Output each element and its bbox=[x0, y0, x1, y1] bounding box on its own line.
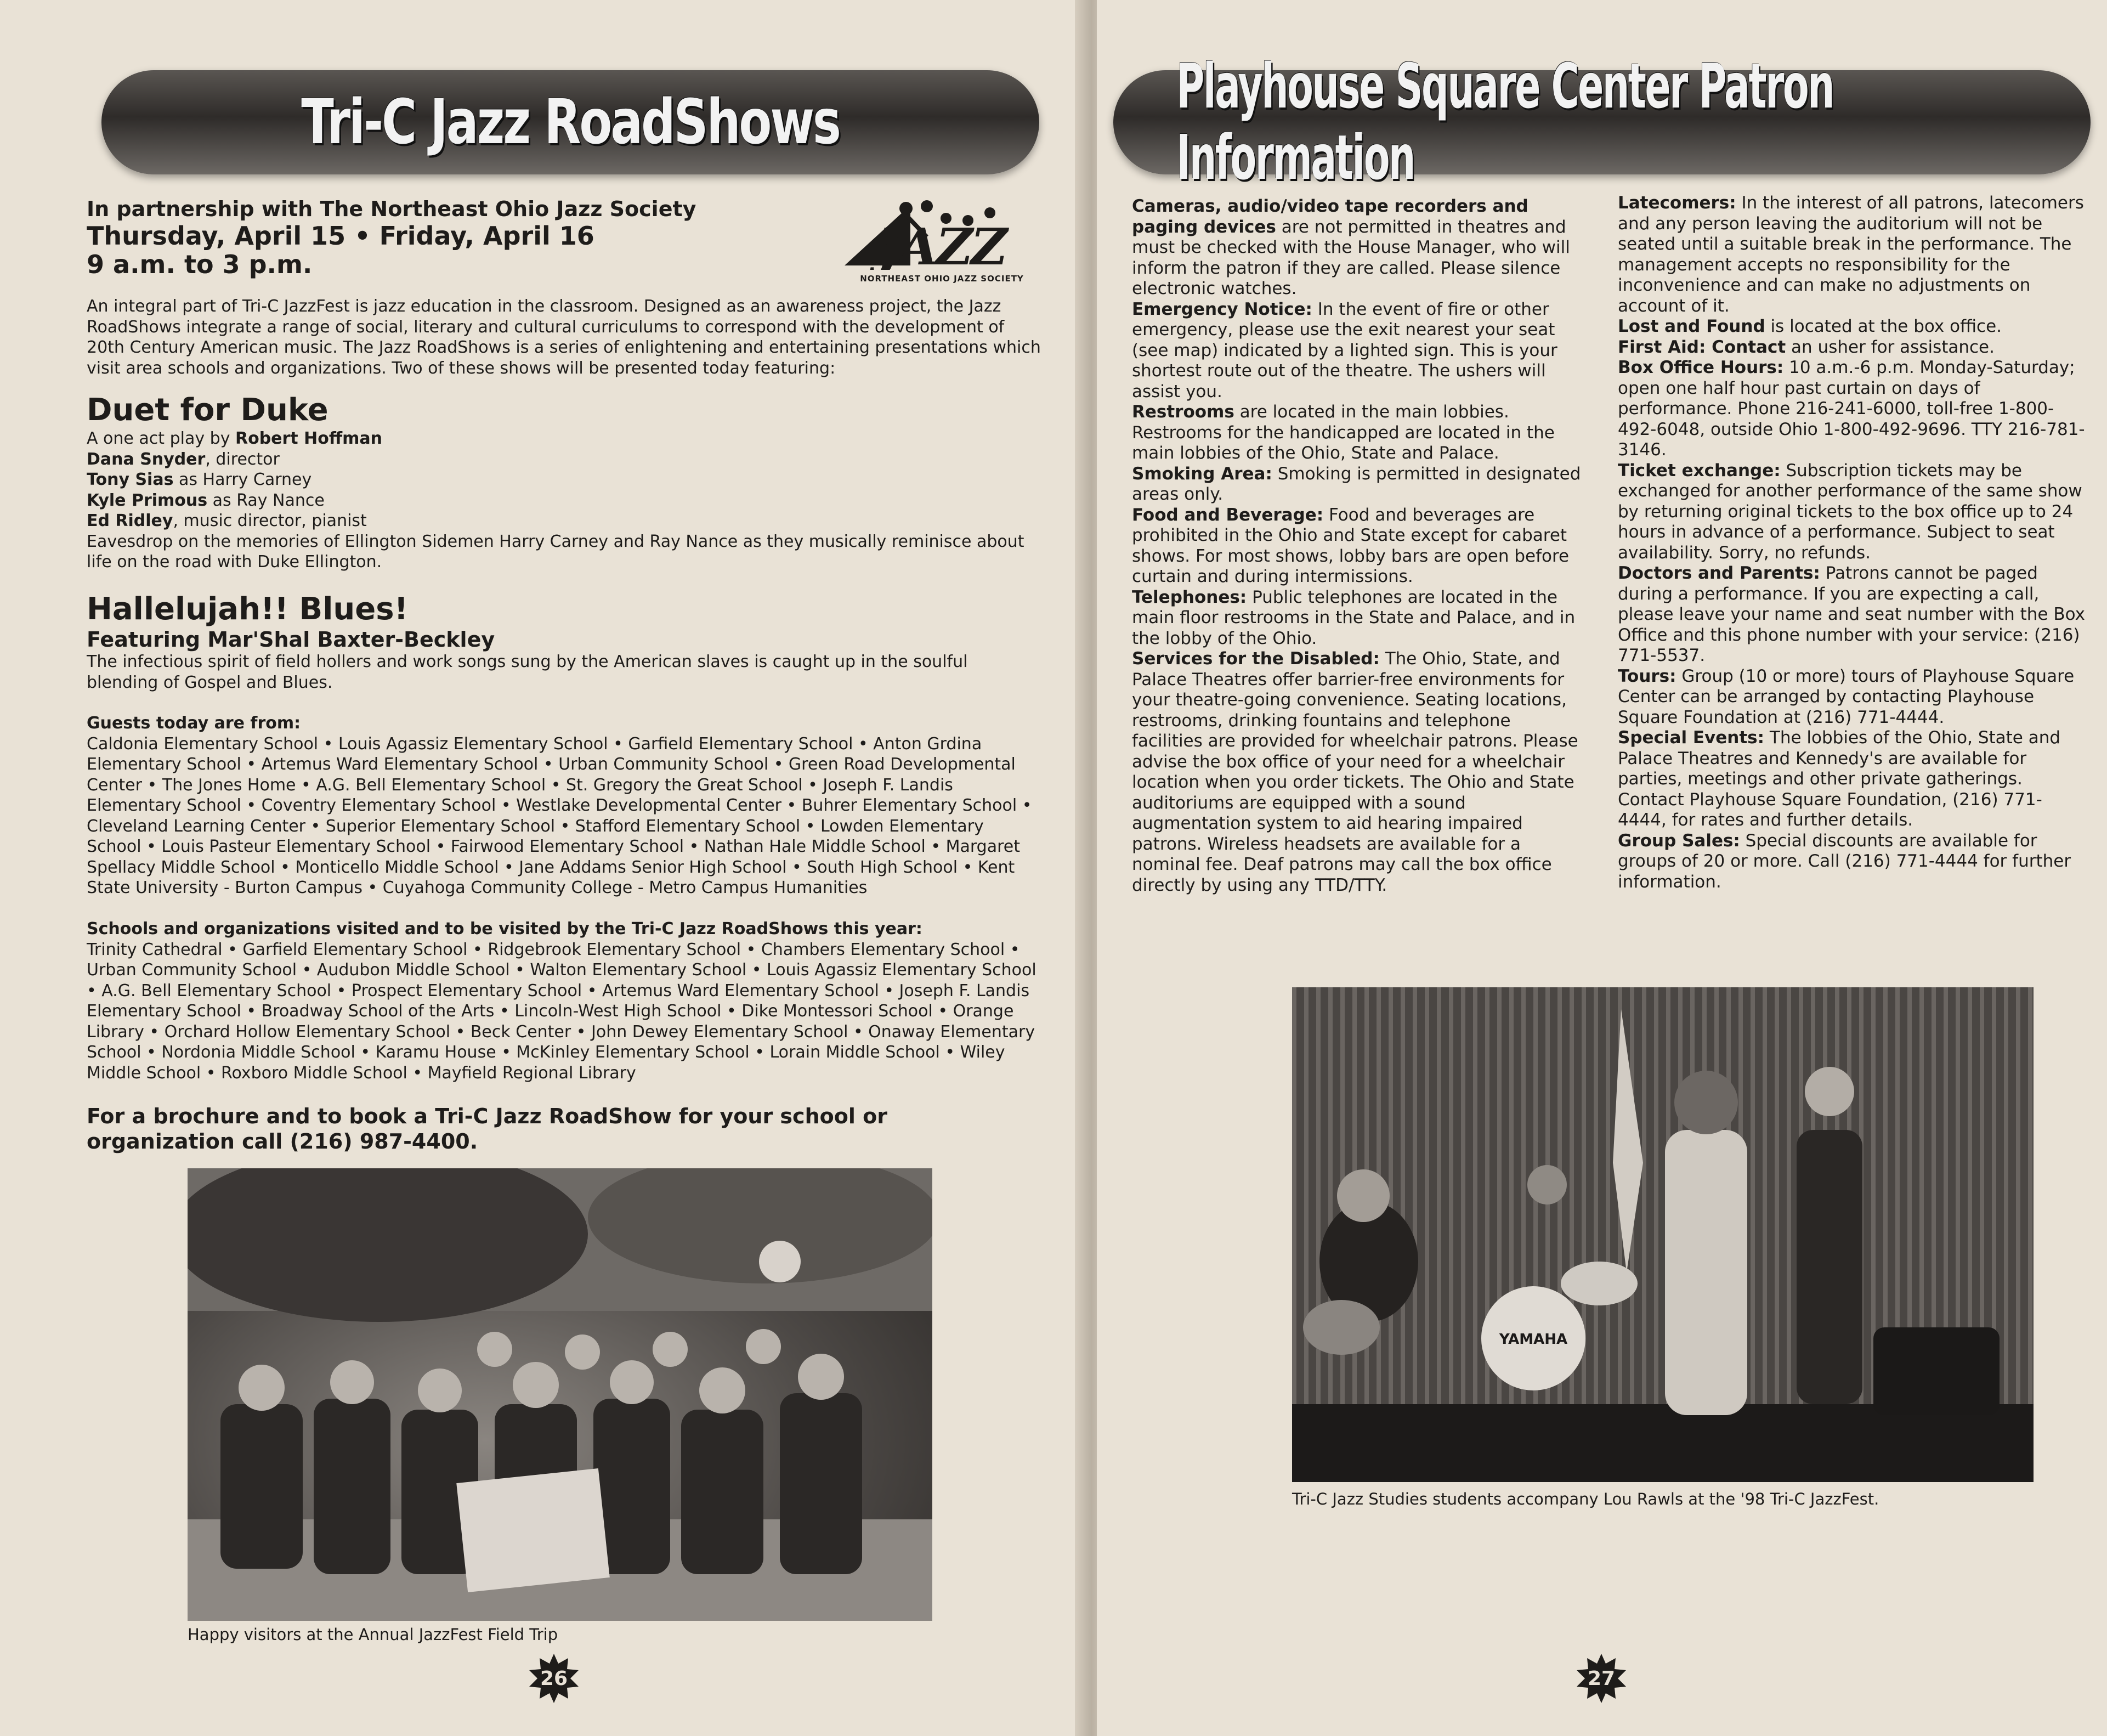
show2-featuring: Featuring Mar'Shal Baxter-Beckley bbox=[87, 627, 495, 652]
show2-description: The infectious spirit of field hollers and work songs sung by the American slaves is caught up in the soulful blending of Gospel and Blues. bbox=[87, 652, 968, 692]
show1-credit: Dana Snyder, director bbox=[87, 449, 280, 469]
info-emergency: Emergency Notice: In the event of fire or other emergency, please use the exit nearest your seat (see map) indicated by a lighted sign. This is your shortest route out of the theatre. The ushers will assist you. bbox=[1132, 299, 1557, 402]
svg-text:YAMAHA: YAMAHA bbox=[1499, 1331, 1568, 1348]
show-hallelujah-blues bbox=[87, 591, 1042, 693]
right-title-banner bbox=[1113, 51, 2091, 194]
page-number-26: 26 bbox=[529, 1654, 579, 1703]
band-performance-icon bbox=[1292, 987, 2034, 1482]
info-cameras: Cameras, audio/video tape recorders and paging devices are not permitted in theatres and must be checked with the House Manager, who will inform the patron if they are called. Please silence electronic watches. bbox=[1132, 196, 1570, 298]
event-time: 9 a.m. to 3 p.m. bbox=[87, 250, 313, 279]
right-page-title: Playhouse Square Center Patron Information bbox=[1176, 51, 1834, 194]
guests-heading: Guests today are from: bbox=[87, 714, 301, 733]
show1-author-line: A one act play by Robert Hoffman bbox=[87, 429, 382, 448]
group-photo-icon bbox=[188, 1168, 932, 1621]
right-page bbox=[1097, 0, 2107, 1736]
guests-section bbox=[87, 713, 1042, 898]
field-trip-photo bbox=[188, 1168, 932, 1621]
svg-text:JAZZ: JAZZ bbox=[877, 217, 1006, 270]
visited-list: Trinity Cathedral • Garfield Elementary School • Ridgebrook Elementary School • Chambers Elementary School • Urban Community School • Audubon Middle School • Walton Elementary School • Louis Agassiz Elementary School • A.G. Bell Elementary School • Prospect Elementary School • Artemus Ward Elementary School • Joseph F. Landis Elementary School • Broadway School of the Arts • Lincoln-West High School • Dike Montessori School • Orange Library • Orchard Hollow Elementary School • Beck Center • John Dewey Elementary School • Onaway Elementary School • Nordonia Middle School • Karamu House • McKinley Elementary School • Lorain Middle School • Wiley Middle School • Roxboro Middle School • Mayfield Regional Library bbox=[87, 940, 1036, 1083]
field-trip-caption: Happy visitors at the Annual JazzFest Field Trip bbox=[188, 1625, 558, 1644]
event-dates: Thursday, April 15 • Friday, April 16 bbox=[87, 221, 594, 251]
info-restrooms: Restrooms are located in the main lobbies. Restrooms for the handicapped are located in the main lobbies of the Ohio, State and Palace. bbox=[1132, 402, 1555, 463]
info-food-beverage: Food and Beverage: Food and beverages are prohibited in the Ohio and State except for cabaret shows. For most shows, lobby bars are open before curtain and during intermissions. bbox=[1132, 505, 1570, 586]
info-disabled-services: Services for the Disabled: The Ohio, State, and Palace Theatres offer barrier-free environments for your theatre-going convenience. Seating locations, restrooms, drinking fountains and telephone facilities are provided for wheelchair patrons. Please advise the box office of your need for a wheelchair location when you order tickets. The Ohio and State auditoriums are equipped with a sound augmentation system to aid hearing impaired patrons. Wireless headsets are available for a nominal fee. Deaf patrons may call the box office directly by using any TTD/TTY. bbox=[1132, 649, 1578, 895]
page-number-27: 27 bbox=[1577, 1654, 1626, 1703]
show-duet-for-duke bbox=[87, 392, 1042, 573]
left-title-banner bbox=[101, 70, 1039, 174]
visited-section bbox=[87, 919, 1042, 1083]
info-special-events: Special Events: The lobbies of the Ohio, State and Palace Theatres and Kennedy's are available for parties, meetings and other private gatherings. Contact Playhouse Square Foundation, (216) 771-4444, for rates and further details. bbox=[1618, 728, 2061, 830]
info-box-office-hours: Box Office Hours: 10 a.m.-6 p.m. Monday-Saturday; open one half hour past curtain on days of performance. Phone 216-241-6000, toll-free 1-800-492-6048, outside Ohio 1-800-492-9696. TTY 216-781-3146. bbox=[1618, 358, 2085, 460]
show1-credit: Ed Ridley, music director, pianist bbox=[87, 511, 367, 530]
jazz-society-logo bbox=[845, 199, 1039, 284]
show1-credit: Tony Sias as Harry Carney bbox=[87, 470, 312, 489]
info-latecomers: Latecomers: In the interest of all patrons, latecomers and any person leaving the auditorium will not be seated until a suitable break in the performance. The management accepts no responsibility for the inconvenience and can make no adjustments on account of it. bbox=[1618, 193, 2084, 316]
info-tours: Tours: Group (10 or more) tours of Playhouse Square Center can be arranged by contacting Playhouse Square Foundation at (216) 771-4444. bbox=[1618, 666, 2075, 727]
logo-subtitle: NORTHEAST OHIO JAZZ SOCIETY bbox=[860, 274, 1024, 284]
info-telephones: Telephones: Public telephones are located in the main floor restrooms in the State and Palace, and in the lobby of the Ohio. bbox=[1132, 587, 1576, 648]
info-first-aid: First Aid: Contact an usher for assistance. bbox=[1618, 337, 1995, 357]
left-page-title: Tri-C Jazz RoadShows bbox=[301, 87, 840, 158]
guests-list: Caldonia Elementary School • Louis Agassiz Elementary School • Garfield Elementary School • Anton Grdina Elementary School • Artemus Ward Elementary School • Urban Community School • Green Road Developmental Center • The Jones Home • A.G. Bell Elementary School • St. Gregory the Great School • Joseph F. Landis Elementary School • Coventry Elementary School • Westlake Developmental Center • Buhrer Elementary School • Cleveland Learning Center • Superior Elementary School • Stafford Elementary School • Lowden Elementary School • Louis Pasteur Elementary School • Fairwood Elementary School • Nathan Hale Middle School • Margaret Spellacy Middle School • Monticello Middle School • Jane Addams Senior High School • South High School • Kent State University - Burton Campus • Cuyahoga Community College - Metro Campus Humanities bbox=[87, 734, 1032, 897]
patron-info-column-2 bbox=[1618, 193, 2085, 892]
show1-credit: Kyle Primous as Ray Nance bbox=[87, 490, 325, 510]
show1-title: Duet for Duke bbox=[87, 392, 328, 428]
booking-cta: For a brochure and to book a Tri-C Jazz RoadShow for your school or organization call (216) 987-4400. bbox=[87, 1104, 887, 1153]
info-doctors-parents: Doctors and Parents: Patrons cannot be paged during a performance. If you are expecting a call, please leave your name and seat number with the Box Office and this phone number with your service: (216) 771-5537. bbox=[1618, 563, 2085, 665]
info-ticket-exchange: Ticket exchange: Subscription tickets may be exchanged for another performance of the same show by returning original tickets to the box office up to 24 hours in advance of a performance. Subject to seat availability. Sorry, no refunds. bbox=[1618, 460, 2082, 563]
patron-info-column-1 bbox=[1132, 196, 1582, 896]
concert-caption: Tri-C Jazz Studies students accompany Lou Rawls at the '98 Tri-C JazzFest. bbox=[1292, 1490, 1879, 1508]
intro-paragraph: An integral part of Tri-C JazzFest is jazz education in the classroom. Designed as an awareness project, the Jazz RoadShows integrate a range of social, literary and cultural curriculums to correspond with the development of 20th Century American music. The Jazz RoadShows is a series of enlightening and entertaining presentations which visit area schools and organizations. Two of these shows will be presented today featuring: bbox=[87, 297, 1041, 378]
partner-line: In partnership with The Northeast Ohio Jazz Society bbox=[87, 197, 696, 221]
show1-description: Eavesdrop on the memories of Ellington Sidemen Harry Carney and Ray Nance as they musically reminisce about life on the road with Duke Ellington. bbox=[87, 531, 1024, 572]
concert-photo bbox=[1292, 987, 2034, 1482]
show2-title: Hallelujah!! Blues! bbox=[87, 591, 409, 627]
info-lost-found: Lost and Found is located at the box office. bbox=[1618, 316, 2002, 336]
jazz-logo-icon bbox=[845, 199, 1039, 270]
info-smoking: Smoking Area: Smoking is permitted in designated areas only. bbox=[1132, 463, 1581, 504]
info-group-sales: Group Sales: Special discounts are available for groups of 20 or more. Call (216) 771-4444 for further information. bbox=[1618, 830, 2071, 892]
event-header bbox=[87, 196, 827, 279]
visited-heading: Schools and organizations visited and to be visited by the Tri-C Jazz RoadShows this year: bbox=[87, 919, 922, 938]
